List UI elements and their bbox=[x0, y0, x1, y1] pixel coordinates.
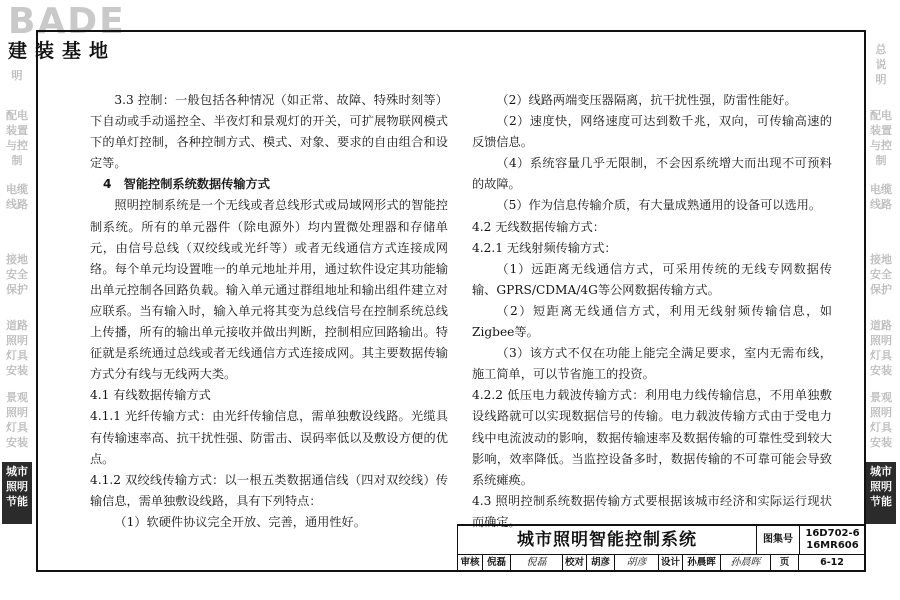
list-item-5: （5）作为信息传输介质，有大量成熟通用的设备可以选用。 bbox=[496, 198, 822, 213]
para-system-overview: 照明控制系统是一个无线或者总线形式或局域网形式的智能控制系统。所有的单元器件（除电源外）均内置微处理器和存储单元，由信号总线（双绞线或光纤等）或者无线通信方式连接成网络。每个单元均设置唯一的单元地址并用，通过软件设定其功能输出单元控制各回路负载。输入单元通过群组地址和输出组件建立对应联系。当有输入时，输入单元将其变为总线信号在控制系统总线上传播，所有的输出单元接收并做出判断，控制相应回路输出。特征就是系统通过总线或者无线通信方式连接成网。其主要数据传输方式分有线与无线两大类。 bbox=[90, 198, 448, 382]
wireless-item-2: （2）短距离无线通信方式，利用无线射频传输信息，如Zigbee等。 bbox=[472, 303, 832, 340]
designer-name: 孙晨晖 bbox=[682, 555, 720, 571]
page-label: 页 bbox=[770, 555, 798, 571]
reviewer-signature: 倪磊 bbox=[510, 555, 562, 571]
left-text-column bbox=[90, 90, 448, 533]
check-label: 校对 bbox=[562, 555, 586, 571]
right-tab-cable[interactable]: 电缆 线路 bbox=[870, 183, 892, 211]
title-block bbox=[457, 524, 866, 570]
wireless-item-3: （3）该方式不仅在功能上能完全满足要求，室内无需布线，施工简单，可以节省施工的投资。 bbox=[472, 346, 832, 382]
heading-4-1: 4.1 有线数据传输方式 bbox=[90, 388, 211, 403]
right-tab-road-lighting[interactable]: 道路 照明 灯具 安装 bbox=[870, 319, 892, 377]
left-tab-general[interactable]: 明 bbox=[11, 69, 23, 82]
right-tab-energy-saving[interactable]: 城市 照明 节能 bbox=[866, 462, 896, 524]
left-tab-road-lighting[interactable]: 道路 照明 灯具 安装 bbox=[6, 319, 28, 377]
logo-text: BADE bbox=[8, 1, 126, 42]
heading-4-2-1: 4.2.1 无线射频传输方式： bbox=[472, 240, 617, 255]
drawing-title: 城市照明智能控制系统 bbox=[517, 530, 697, 550]
right-tab-distribution[interactable]: 配电 装置 与控 制 bbox=[870, 109, 892, 167]
heading-4-2: 4.2 无线数据传输方式： bbox=[472, 219, 605, 234]
checker-signature: 胡彦 bbox=[614, 555, 658, 571]
atlas-number-1: 16D702-6 bbox=[805, 528, 860, 539]
signature-row bbox=[458, 554, 865, 571]
para-twisted-pair: 4.1.2 双绞线传输方式：以一根五类数据通信线（四对双绞线）传输信息，需单独敷设线路，具有下列特点： bbox=[90, 472, 448, 508]
checker-name: 胡彦 bbox=[586, 555, 614, 571]
right-tab-landscape-lighting[interactable]: 景观 照明 灯具 安装 bbox=[870, 391, 892, 449]
list-item-4: （4）系统容量几乎无限制，不会因系统增大而出现不可预料的故障。 bbox=[472, 156, 832, 192]
section-heading-4: 4 智能控制系统数据传输方式 bbox=[103, 177, 270, 192]
list-item-1: （1）软硬件协议完全开放、完善，通用性好。 bbox=[114, 514, 366, 529]
left-tab-landscape-lighting[interactable]: 景观 照明 灯具 安装 bbox=[6, 391, 28, 449]
right-tab-grounding[interactable]: 接地 安全 保护 bbox=[870, 253, 892, 296]
wireless-item-1: （1）远距离无线通信方式，可采用传统的无线专网数据传输、GPRS/CDMA/4G等公网数据传输方式。 bbox=[472, 261, 832, 297]
atlas-number-2: 16MR606 bbox=[806, 540, 859, 551]
left-tab-cable[interactable]: 电缆 线路 bbox=[6, 183, 28, 211]
right-tab-general[interactable]: 总 说 明 bbox=[875, 43, 887, 86]
atlas-number bbox=[799, 526, 865, 554]
left-tab-distribution[interactable]: 配电 装置 与控 制 bbox=[6, 109, 28, 167]
design-label: 设计 bbox=[658, 555, 682, 571]
list-item-2b: （2）速度快，网络速度可达到数千兆，双向，可传输高速的反馈信息。 bbox=[472, 114, 832, 150]
para-fiber: 4.1.1 光纤传输方式：由光纤传输信息，需单独敷设线路。光缆具有传输速率高、抗干扰性强、防雷击、误码率低以及敷设方便的优点。 bbox=[90, 409, 448, 466]
left-tab-grounding[interactable]: 接地 安全 保护 bbox=[6, 253, 28, 296]
review-label: 审核 bbox=[460, 557, 480, 568]
page-number: 6-12 bbox=[798, 555, 865, 571]
designer-signature: 孙晨晖 bbox=[720, 555, 770, 571]
list-item-2a: （2）线路两端变压器隔离，抗干扰性强，防雷性能好。 bbox=[496, 93, 797, 107]
right-text-column bbox=[472, 90, 832, 533]
para-control: 3.3 控制：一般包括各种情况（如正常、故障、特殊时刻等）下自动或手动遥控全、半夜灯和景观灯的开关，可扩展物联网模式下的单灯控制，各种控制方式、模式、对象、要求的自由组合和设定等。 bbox=[90, 93, 448, 171]
para-4-3: 4.3 照明控制系统数据传输方式要根据该城市经济和实际运行现状而确定。 bbox=[472, 493, 832, 529]
left-tab-energy-saving[interactable]: 城市 照明 节能 bbox=[2, 462, 32, 524]
para-plc: 4.2.2 低压电力载波传输方式：利用电力线传输信息，不用单独敷设线路就可以实现数据信号的传输。电力载波传输方式由于受电力线中电流波动的影响，数据传输速率及数据传输的可靠性受到较大影响，效率降低。当监控设备多时，数据传输的不可靠可能会导致系统瘫痪。 bbox=[472, 388, 832, 487]
reviewer-name: 倪磊 bbox=[482, 555, 510, 571]
atlas-label: 图集号 bbox=[756, 526, 799, 554]
logo-subtitle: 建装基地 bbox=[8, 40, 117, 62]
